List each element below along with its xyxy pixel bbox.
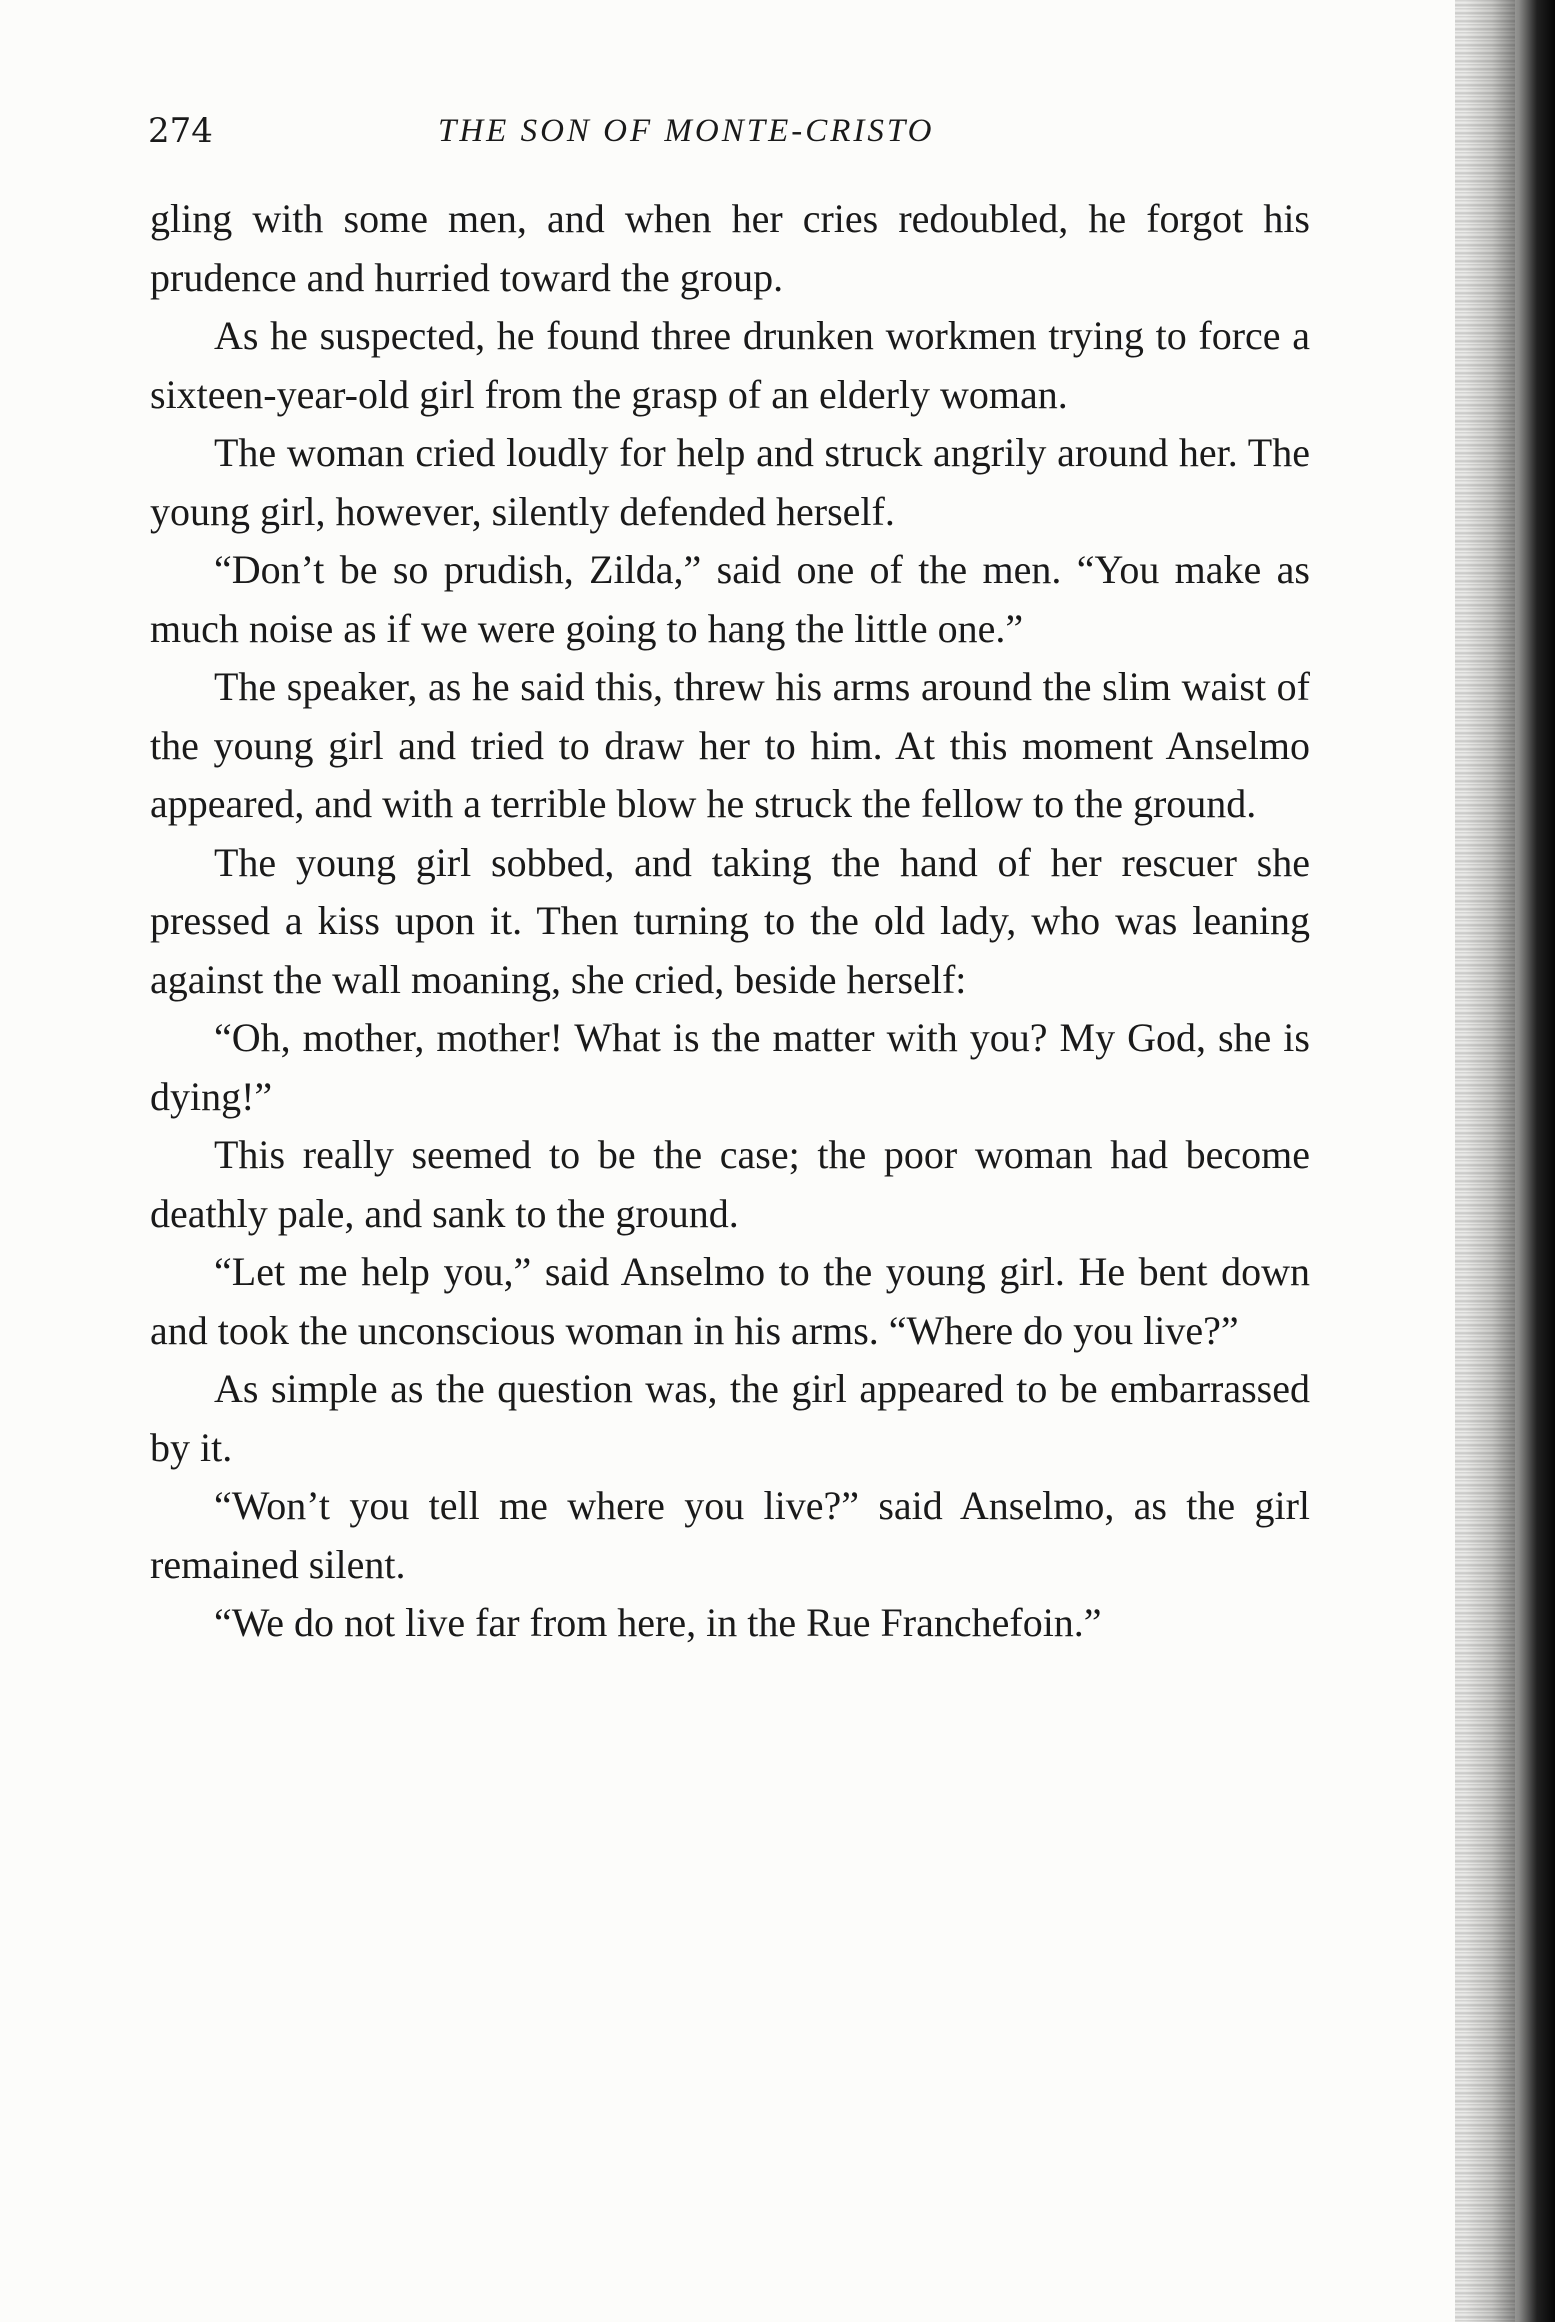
paragraph: “Won’t you tell me where you live?” said Anselmo, as the girl remained silent. (150, 1483, 1310, 1587)
paragraph: “Don’t be so prudish, Zilda,” said one of the men. “You make as much noise as if we were going to hang the little one.” (150, 547, 1310, 651)
body-text (150, 190, 1310, 1653)
paragraph: “We do not live far from here, in the Rue Franchefoin.” (214, 1600, 1102, 1645)
paragraph: “Oh, mother, mother! What is the matter with you? My God, she is dying!” (150, 1015, 1310, 1119)
page-gutter-texture (1455, 0, 1515, 2322)
paragraph: The young girl sobbed, and taking the hand of her rescuer she pressed a kiss upon it. Then turning to the old lady, who was leaning against the wall moaning, she cried, beside herself: (150, 839, 1310, 1002)
paragraph: As simple as the question was, the girl appeared to be embarrassed by it. (150, 1366, 1310, 1470)
paragraph: As he suspected, he found three drunken workmen trying to force a sixteen-year-old girl from the grasp of an elderly woman. (150, 313, 1310, 417)
page-number: 274 (148, 111, 213, 151)
book-title: THE SON OF MONTE-CRISTO (438, 113, 935, 149)
paragraph: This really seemed to be the case; the poor woman had become deathly pale, and sank to the ground. (150, 1132, 1310, 1236)
paragraph: The speaker, as he said this, threw his arms around the slim waist of the young girl and tried to draw her to him. At this moment Anselmo appeared, and with a terrible blow he struck the fellow to the ground. (150, 664, 1310, 826)
paragraph: “Let me help you,” said Anselmo to the young girl. He bent down and took the unconscious woman in his arms. “Where do you live?” (150, 1249, 1310, 1353)
running-header (148, 105, 1328, 157)
paragraph: The woman cried loudly for help and struck angrily around her. The young girl, however, silently defended herself. (150, 430, 1310, 534)
paragraph-continued: gling with some men, and when her cries redoubled, he forgot his prudence and hurried toward the group. (150, 196, 1310, 300)
